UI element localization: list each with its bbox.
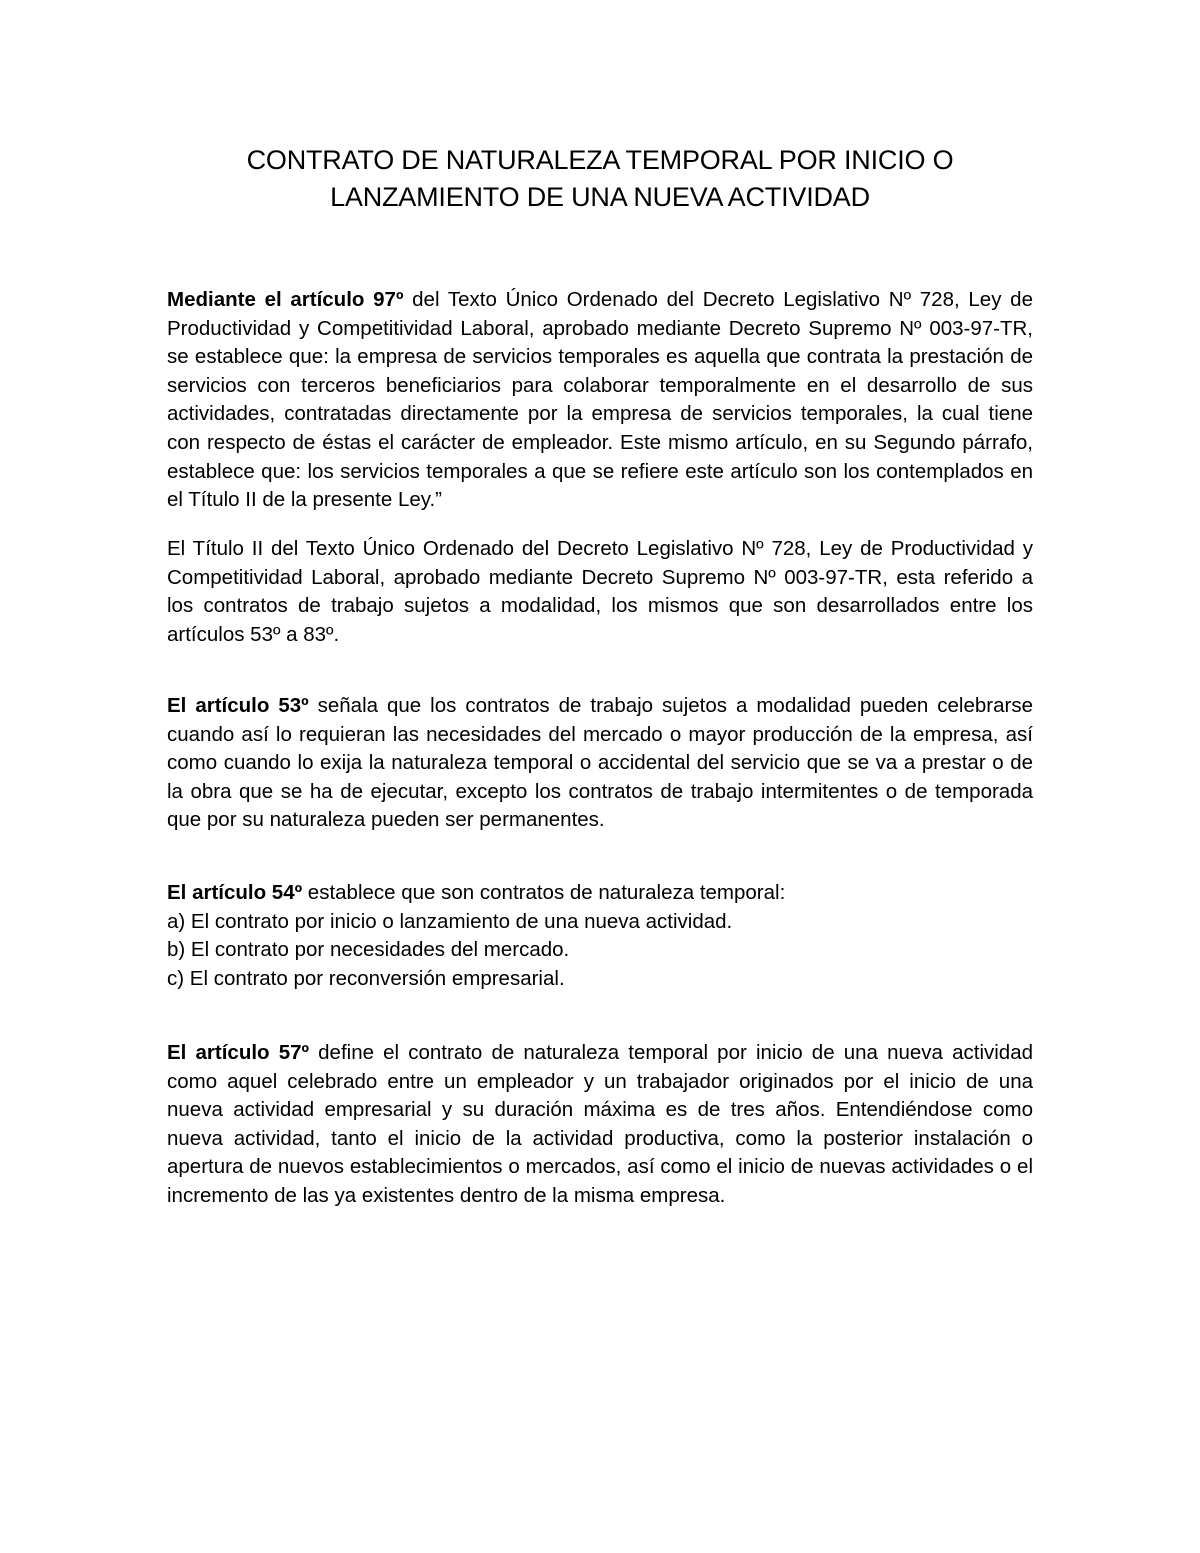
paragraph-text: establece que son contratos de naturaleza temporal: <box>302 881 786 904</box>
list-item-c: c) El contrato por reconversión empresarial. <box>167 966 565 990</box>
paragraph-lead: El artículo 53º <box>167 694 309 717</box>
paragraph-intro <box>167 879 1033 908</box>
paragraph-lead: El artículo 57º <box>167 1041 309 1064</box>
paragraph-lead: El artículo 54º <box>167 881 303 904</box>
title-line-2: LANZAMIENTO DE UNA NUEVA ACTIVIDAD <box>330 182 870 212</box>
paragraph-articulo-54 <box>167 879 1033 993</box>
list-item-a: a) El contrato por inicio o lanzamiento de una nueva actividad. <box>167 909 733 933</box>
paragraph-articulo-57 <box>167 1039 1033 1211</box>
paragraph-articulo-97 <box>167 286 1033 515</box>
paragraph-text: del Texto Único Ordenado del Decreto Legislativo Nº 728, Ley de Productividad y Competitividad Laboral, aprobado mediante Decreto Supremo Nº 003-97-TR, se establece que: la empresa de servicios temporales es aquella que contrata la prestación de servicios con terceros beneficiarios para colaborar temporalmente en el desarrollo de sus actividades, contratadas directamente por la empresa de servicios temporales, la cual tiene con respecto de éstas el carácter de empleador. Este mismo artículo, en su Segundo párrafo, establece que: los servicios temporales a que se refiere este artículo son los contemplados en el Título II de la presente Ley.” <box>167 288 1033 512</box>
paragraph-lead: Mediante el artículo 97º <box>167 288 404 311</box>
paragraph-text: define el contrato de naturaleza temporal por inicio de una nueva actividad como aquel celebrado entre un empleador y un trabajador originados por el inicio de una nueva actividad empresarial y su duración máxima es de tres años. Entendiéndose como nueva actividad, tanto el inicio de la actividad productiva, como la posterior instalación o apertura de nuevos establecimientos o mercados, así como el inicio de nuevas actividades o el incremento de las ya existentes dentro de la misma empresa. <box>167 1041 1034 1207</box>
paragraph-titulo-ii <box>167 535 1033 649</box>
paragraph-text: El Título II del Texto Único Ordenado del Decreto Legislativo Nº 728, Ley de Productividad y Competitividad Laboral, aprobado mediante Decreto Supremo Nº 003-97-TR, esta referido a los contratos de trabajo sujetos a modalidad, los mismos que son desarrollados entre los artículos 53º a 83º. <box>167 537 1033 646</box>
list-item-b: b) El contrato por necesidades del mercado. <box>167 938 570 962</box>
paragraph-articulo-53 <box>167 692 1033 835</box>
document-title <box>150 142 1050 216</box>
title-line-1: CONTRATO DE NATURALEZA TEMPORAL POR INICIO O <box>246 145 954 175</box>
paragraph-text: señala que los contratos de trabajo sujetos a modalidad pueden celebrarse cuando así lo requieran las necesidades del mercado o mayor producción de la empresa, así como cuando lo exija la naturaleza temporal o accidental del servicio que se va a prestar o de la obra que se ha de ejecutar, excepto los contratos de trabajo intermitentes o de temporada que por su naturaleza pueden ser permanentes. <box>167 694 1033 832</box>
